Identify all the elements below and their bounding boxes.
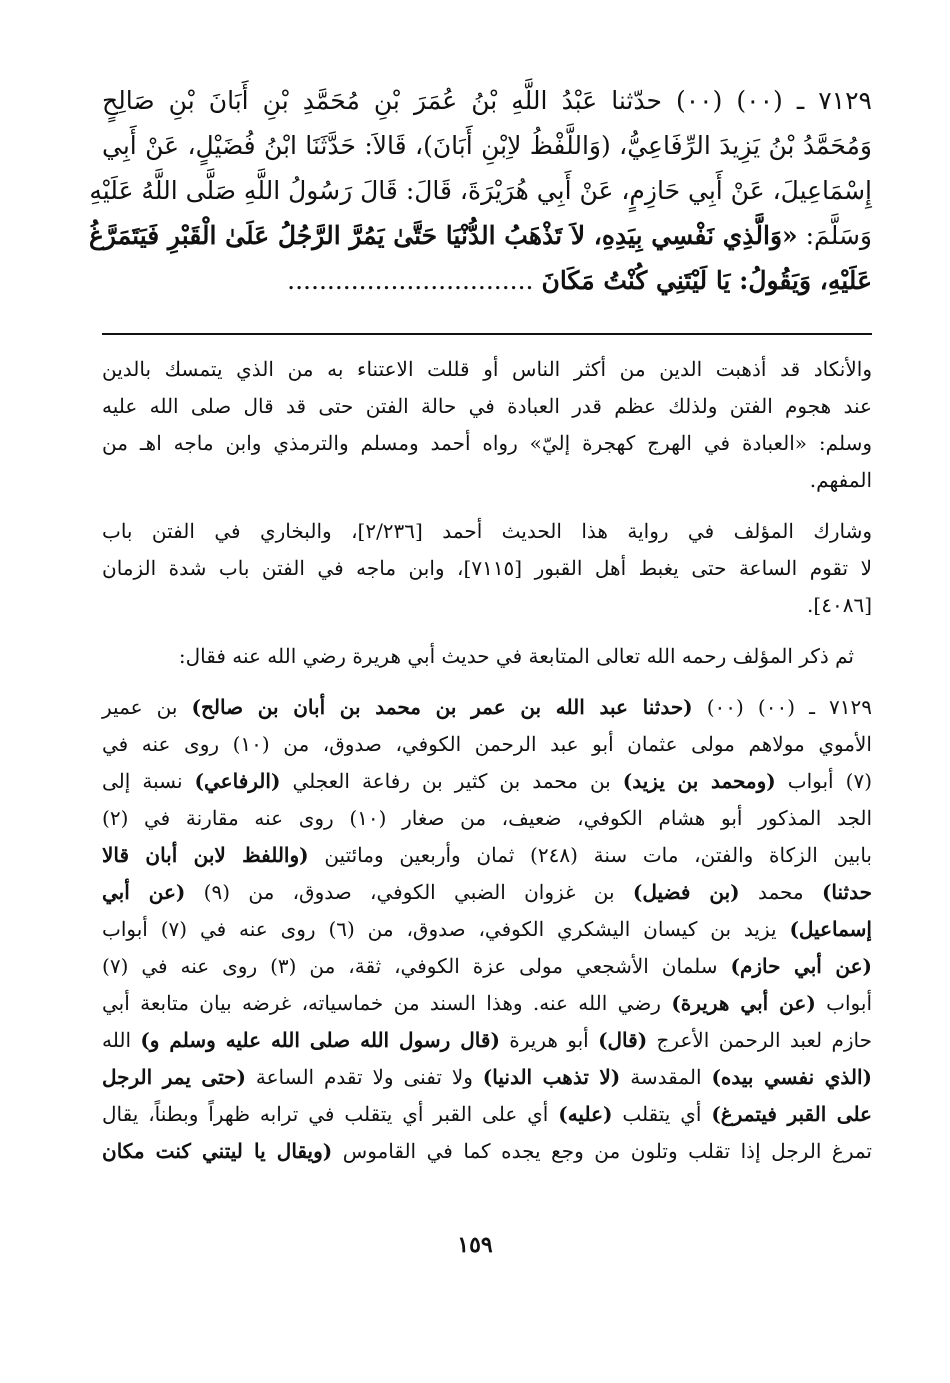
commentary-line <box>102 689 872 726</box>
commentary <box>102 351 872 1170</box>
commentary-line <box>102 1133 872 1170</box>
commentary-line: لا تقوم الساعة حتى يغبط أهل القبور [٧١١٥]، وابن ماجه في الفتن باب شدة الزمان <box>102 556 872 580</box>
commentary-line: وشارك المؤلف في رواية هذا الحديث أحمد [٢/٢٣٦]، والبخاري في الفتن باب <box>102 519 872 543</box>
commentary-run: المقدسة <box>620 1065 712 1089</box>
commentary-bold-run: (ومحمد بن يزيد) <box>622 769 776 793</box>
commentary-paragraph <box>102 638 872 675</box>
commentary-bold-run: (حدثنا عبد الله بن عمر بن محمد بن أبان بن صالح) <box>191 695 693 719</box>
commentary-line <box>102 837 872 874</box>
commentary-run: حازم لعبد الرحمن الأعرج <box>647 1028 872 1052</box>
commentary-line: عند هجوم الفتن ولذلك عظم قدر العبادة في حالة الفتن حتى قد قال صلى الله عليه <box>102 394 872 418</box>
hadith-line <box>102 258 872 303</box>
commentary-line <box>102 985 872 1022</box>
commentary-line: المفهم. <box>809 468 872 492</box>
hadith-matn: عَلَيْهِ، وَيَقُولُ: يَا لَيْتَنِي كُنْتُ مَكَانَ <box>541 266 872 295</box>
commentary-run: رضي الله عنه. وهذا السند من خماسياته، غرضه بيان متابعة أبي <box>102 991 672 1015</box>
commentary-bold-run: (قال) <box>598 1028 648 1052</box>
commentary-bold-run: (الرفاعي) <box>194 769 281 793</box>
commentary-run: ولا تفنى ولا تقدم الساعة <box>245 1065 483 1089</box>
commentary-paragraph <box>102 689 872 1170</box>
footnote-divider <box>102 333 872 335</box>
commentary-run: بن محمد بن كثير بن رفاعة العجلي <box>280 769 623 793</box>
commentary-bold-run: (لا تذهب الدنيا) <box>482 1065 621 1089</box>
commentary-run: الله <box>102 1028 141 1052</box>
commentary-bold-run: (عليه) <box>558 1102 613 1126</box>
commentary-line <box>102 726 872 763</box>
hadith-matn: «وَالَّذِي نَفْسِي بِيَدِهِ، لاَ تَذْهَبُ الدُّنْيَا حَتَّىٰ يَمُرَّ الرَّجُلُ عَلَىٰ الْقَبْرِ فَيَتَمَرَّغُ <box>89 221 798 250</box>
commentary-line <box>102 874 872 911</box>
hadith-plain: وَسَلَّمَ: <box>797 221 872 250</box>
commentary-run: يزيد بن كيسان اليشكري الكوفي، صدوق، من (٦) روى عنه في (٧) أبواب <box>102 917 790 941</box>
commentary-line <box>102 911 872 948</box>
commentary-run: محمد <box>739 880 822 904</box>
commentary-run: أبو هريرة <box>499 1028 599 1052</box>
commentary-bold-run: (عن أبي <box>102 880 186 904</box>
commentary-bold-run: (عن أبي حازم) <box>730 954 872 978</box>
commentary-run: بن عمير <box>102 695 192 719</box>
hadith-text <box>89 78 872 303</box>
commentary-line: وسلم: «العبادة في الهرج كهجرة إليّ» رواه أحمد ومسلم والترمذي وابن ماجه اهـ من <box>102 431 872 455</box>
hadith-line: إِسْمَاعِيلَ، عَنْ أَبِي حَازِمٍ، عَنْ أَبِي هُرَيْرَةَ، قَالَ: قَالَ رَسُولُ اللَّهِ صَلَّى اللَّهُ عَلَيْهِ <box>89 176 872 205</box>
commentary-run: ٧١٢٩ ـ (٠٠) (٠٠) <box>692 695 872 719</box>
commentary-run: أي يتقلب <box>612 1102 712 1126</box>
hadith-line: ٧١٢٩ ـ (٠٠) (٠٠) حدّثنا عَبْدُ اللَّهِ بْنُ عُمَرَ بْنِ مُحَمَّدِ بْنِ أَبَانَ بْنِ صَالِحٍ <box>102 86 872 115</box>
commentary-bold-run: (قال رسول الله صلى الله عليه وسلم و) <box>140 1028 500 1052</box>
commentary-run: بابين الزكاة والفتن، مات سنة (٢٤٨) ثمان وأربعين ومائتين <box>308 843 872 867</box>
hadith-line <box>89 213 872 258</box>
commentary-bold-run: حدثنا) <box>821 880 872 904</box>
commentary-bold-run: (حتى يمر الرجل <box>102 1065 246 1089</box>
commentary-run: نسبة إلى <box>102 769 195 793</box>
commentary-line <box>102 948 872 985</box>
page-number: ١٥٩ <box>457 1232 493 1258</box>
commentary-paragraph <box>102 513 872 624</box>
commentary-bold-run: (الذي نفسي بيده) <box>711 1065 872 1089</box>
page-body <box>89 78 873 1170</box>
commentary-bold-run: (واللفظ لابن أبان قالا <box>102 843 309 867</box>
commentary-run: (٧) أبواب <box>775 769 873 793</box>
hadith-line: وَمُحَمَّدُ بْنُ يَزِيدَ الرِّفَاعِيُّ، (وَاللَّفْظُ لاِبْنِ أَبَانَ)، قَالاَ: حَدَّثَنَا ابْنُ فُضَيْلٍ، عَنْ أَبِي <box>102 131 872 160</box>
commentary-run: أبواب <box>815 991 872 1015</box>
commentary-bold-run: على القبر فيتمرغ) <box>711 1102 872 1126</box>
commentary-bold-run: (ويقال يا ليتني كنت مكان <box>102 1139 333 1163</box>
hadith-dots: ............................... <box>287 266 542 295</box>
commentary-paragraph <box>102 351 872 499</box>
commentary-line <box>102 763 872 800</box>
commentary-run: الجد المذكور أبو هشام الكوفي، ضعيف، من صغار (١٠) روى عنه مقارنة في (٢) <box>102 806 873 830</box>
commentary-line: والأنكاد قد أذهبت الدين من أكثر الناس أو قللت الاعتناء به من الذي يتمسك بالدين <box>102 357 872 381</box>
commentary-line <box>102 1022 872 1059</box>
commentary-bold-run: (عن أبي هريرة) <box>671 991 816 1015</box>
commentary-line: [٤٠٨٦]. <box>807 593 872 617</box>
commentary-bold-run: (بن فضيل) <box>632 880 740 904</box>
commentary-line <box>102 1096 872 1133</box>
commentary-run: سلمان الأشجعي مولى عزة الكوفي، ثقة، من (٣) روى عنه في (٧) <box>102 954 731 978</box>
commentary-run: بن غزوان الضبي الكوفي، صدوق، من (٩) <box>185 880 633 904</box>
commentary-line: ثم ذكر المؤلف رحمه الله تعالى المتابعة في حديث أبي هريرة رضي الله عنه فقال: <box>178 644 854 668</box>
commentary-bold-run: إسماعيل) <box>789 917 872 941</box>
commentary-line <box>102 1059 872 1096</box>
commentary-run: الأموي مولاهم مولى عثمان أبو عبد الرحمن الكوفي، صدوق، من (١٠) روى عنه في <box>102 732 872 756</box>
commentary-run: تمرغ الرجل إذا تقلب وتلون من وجع يجده كما في القاموس <box>332 1139 873 1163</box>
commentary-run: أي على القبر أي يتقلب في ترابه ظهراً وبطناً، يقال <box>102 1102 559 1126</box>
commentary-line <box>102 800 872 837</box>
